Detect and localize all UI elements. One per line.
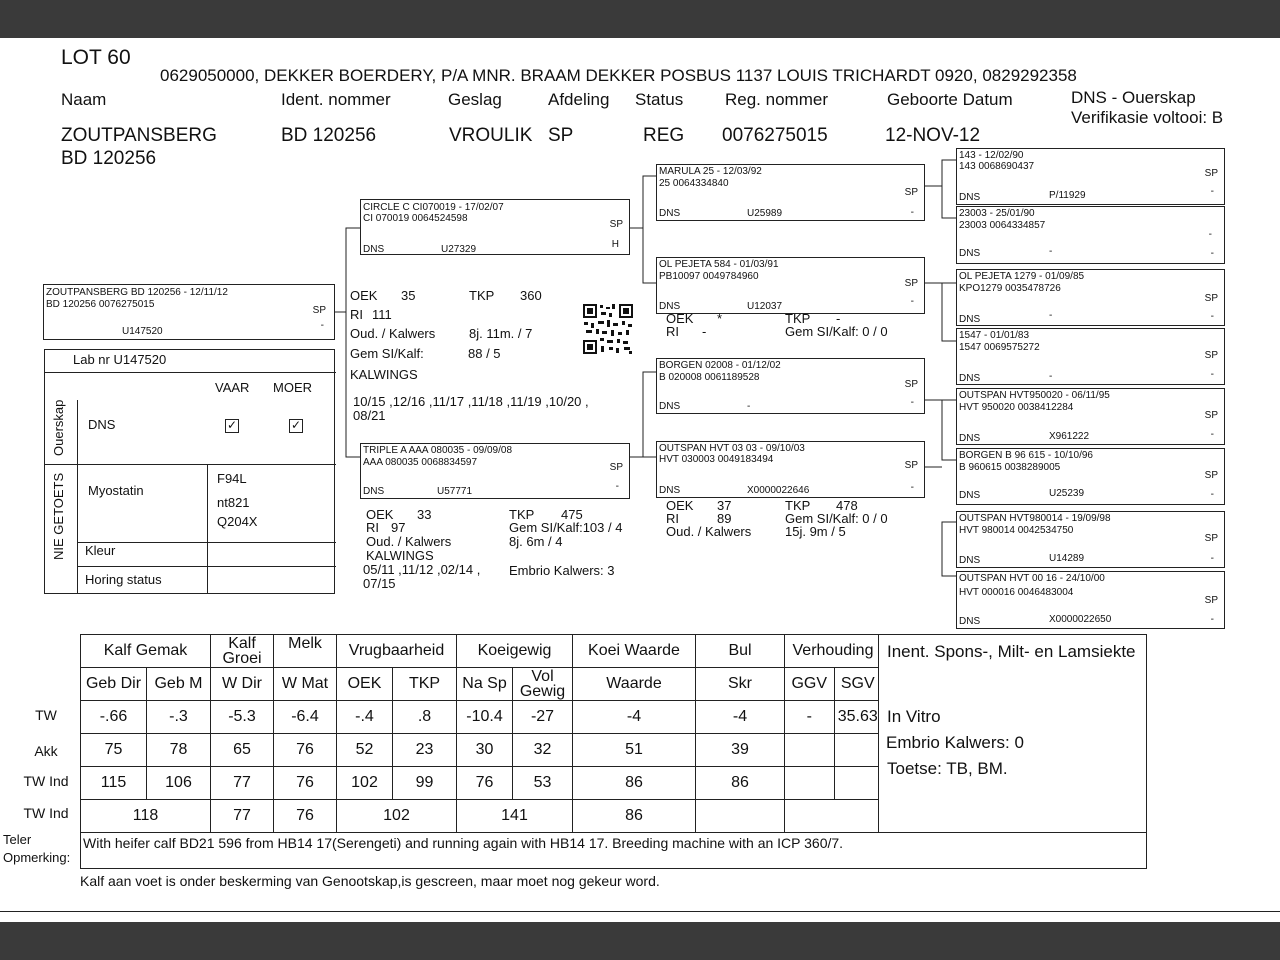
akk-cell: 75 — [81, 734, 147, 767]
dam-dns: DNS — [363, 486, 385, 497]
gp3-dns: DNS — [659, 401, 681, 412]
d-tkp-value: 475 — [561, 507, 583, 522]
value-dob: 12-NOV-12 — [885, 125, 981, 146]
twind2-cell: 118 — [81, 800, 211, 833]
gp3-code: - — [747, 401, 751, 412]
c-oek-label: OEK — [350, 288, 378, 303]
gp4-line1: OUTSPAN HVT 03 03 - 09/10/03 — [659, 443, 805, 454]
twind-cell: 86 — [696, 767, 785, 800]
tw-cell: -.4 — [337, 701, 393, 734]
twind-cell: 115 — [81, 767, 147, 800]
pg-gem: Gem SI/Kalf: 0 / 0 — [785, 324, 888, 339]
sub-w-dir: W Dir — [211, 668, 274, 701]
ggp6-dns: DNS — [959, 490, 981, 501]
gp4-code: X0000022646 — [747, 485, 810, 496]
d-oud-label: Oud. / Kalwers — [366, 534, 452, 549]
ggp6-code: U25239 — [1049, 488, 1085, 499]
col-geslag: Geslag — [448, 90, 502, 109]
twind-cell: 76 — [457, 767, 513, 800]
myo-value-1: F94L — [217, 471, 247, 486]
ggp1-dns: DNS — [959, 192, 981, 203]
sire-line1: CIRCLE C CI070019 - 17/02/07 — [363, 202, 504, 213]
ggp2-dash: - — [1210, 248, 1214, 259]
tw-cell: -10.4 — [457, 701, 513, 734]
d-kalwings-1: 05/11 ,11/12 ,02/14 , — [363, 562, 481, 577]
gp3-sp: SP — [904, 379, 918, 390]
ggp2-line1: 23003 - 25/01/90 — [959, 208, 1035, 219]
sub-oek: OEK — [337, 668, 393, 701]
gp4-sp: SP — [904, 460, 918, 471]
col-naam: Naam — [61, 90, 107, 109]
c-kalwings-2: 08/21 — [353, 408, 386, 423]
ggp1-line1: 143 - 12/02/90 — [959, 150, 1024, 161]
ggp1-sp: SP — [1204, 168, 1218, 179]
value-reg: 0076275015 — [722, 125, 828, 146]
ggp5-dns: DNS — [959, 433, 981, 444]
akk-cell: 30 — [457, 734, 513, 767]
akk-cell: 39 — [696, 734, 785, 767]
akk-cell: 65 — [211, 734, 274, 767]
twind-cell: 77 — [211, 767, 274, 800]
tw-cell: -.66 — [81, 701, 147, 734]
twind2-cell — [785, 800, 882, 833]
link-gp2-ggp-bracket — [942, 283, 956, 341]
gp2-dash: - — [910, 296, 914, 307]
gp2-line1: OL PEJETA 584 - 01/03/91 — [659, 259, 779, 270]
ggp6-line2: B 960615 0038289005 — [959, 462, 1061, 473]
breeding-values-table — [80, 634, 882, 833]
ggp7-code: U14289 — [1049, 553, 1085, 564]
dns-verify: Verifikasie voltooi: B — [1071, 108, 1224, 127]
ggp5-code: X961222 — [1049, 431, 1090, 442]
ggp7-line2: HVT 980014 0042534750 — [959, 525, 1074, 536]
c-kalwings-1: 10/15 ,12/16 ,11/17 ,11/18 ,11/19 ,10/20 , — [353, 394, 589, 409]
value-sex: VROULIK — [449, 125, 533, 146]
akk-cell: 23 — [393, 734, 457, 767]
ggp4-code: - — [1049, 371, 1053, 382]
right-panel — [878, 634, 1147, 834]
gp3-line1: BORGEN 02008 - 01/12/02 — [659, 360, 781, 371]
ggp8-line1: OUTSPAN HVT 00 16 - 24/10/00 — [959, 573, 1105, 584]
mg-oud-label: Oud. / Kalwers — [666, 524, 752, 539]
sub-geb-m: Geb M — [147, 668, 211, 701]
lab-vaar: VAAR — [215, 380, 250, 395]
d-oud-value: 8j. 6m / 4 — [509, 534, 563, 549]
lab-moer: MOER — [273, 380, 312, 395]
twind2-cell — [696, 800, 785, 833]
c-oud-value: 8j. 11m. / 7 — [469, 326, 533, 341]
ggp3-dns: DNS — [959, 314, 981, 325]
twind-cell — [834, 767, 882, 800]
twind2-cell: 77 — [211, 800, 274, 833]
sub-w-mat: W Mat — [274, 668, 337, 701]
mg-tkp-value: 478 — [836, 498, 858, 513]
ggp8-code: X0000022650 — [1049, 614, 1112, 625]
gp2-line2: PB10097 0049784960 — [659, 271, 759, 282]
link-sire-dam-bracket — [346, 228, 360, 457]
panel-invitro: In Vitro — [887, 707, 941, 726]
akk-cell: 52 — [337, 734, 393, 767]
value-name-2: BD 120256 — [61, 148, 157, 169]
sub-vol-gewig: Vol Gewig — [513, 668, 573, 701]
d-kalwings: KALWINGS — [366, 548, 434, 563]
link-gp1-ggp-bracket — [942, 160, 956, 218]
sire-code: U27329 — [441, 244, 477, 255]
tw-cell: - — [785, 701, 835, 734]
ggp3-line1: OL PEJETA 1279 - 01/09/85 — [959, 271, 1085, 282]
animal-line2: BD 120256 0076275015 — [46, 299, 155, 310]
dam-dash: - — [615, 481, 619, 492]
c-ri-value: 111 — [372, 307, 392, 322]
ggp5-line1: OUTSPAN HVT950020 - 06/11/95 — [959, 390, 1110, 401]
ggp6-sp: SP — [1204, 470, 1218, 481]
ggp3-sp: SP — [1204, 293, 1218, 304]
th-kalf-gemak: Kalf Gemak — [81, 635, 211, 668]
lab-horing: Horing status — [85, 572, 162, 587]
col-status: Status — [635, 90, 684, 109]
tw-cell: .8 — [393, 701, 457, 734]
link-gp3-ggp-bracket — [942, 400, 956, 460]
gp2-code: U12037 — [747, 301, 783, 312]
ggp2-line2: 23003 0064334857 — [959, 220, 1046, 231]
gp3-dash: - — [910, 397, 914, 408]
animal-dash: - — [320, 320, 324, 331]
gp2-dns: DNS — [659, 301, 681, 312]
c-tkp-label: TKP — [469, 288, 495, 303]
row-akk — [81, 734, 882, 767]
row-tw-ind-2 — [81, 800, 882, 833]
d-ri-value: 97 — [391, 520, 406, 535]
ggp5-dash: - — [1210, 429, 1214, 440]
ggp4-sp: SP — [1204, 350, 1218, 361]
d-oek-value: 33 — [417, 507, 432, 522]
remarks-label-1: Teler — [3, 832, 32, 847]
ggp4-dns: DNS — [959, 373, 981, 384]
mg-oud-value: 15j. 9m / 5 — [785, 524, 846, 539]
c-kalwings: KALWINGS — [350, 367, 418, 382]
label-ouerskap: Ouerskap — [51, 399, 66, 456]
ggp7-dash: - — [1210, 553, 1214, 564]
tw-cell: -5.3 — [211, 701, 274, 734]
mg-ri-value: 89 — [717, 511, 732, 526]
tw-cell: -27 — [513, 701, 573, 734]
sub-ggv: GGV — [785, 668, 835, 701]
gp3-line2: B 020008 0061189528 — [659, 372, 760, 383]
akk-cell: 76 — [274, 734, 337, 767]
ggp2-code: - — [1049, 246, 1053, 257]
c-oek-value: 35 — [401, 288, 416, 303]
myo-value-3: Q204X — [217, 514, 258, 529]
ggp3-dash: - — [1210, 311, 1214, 322]
gp4-dns: DNS — [659, 485, 681, 496]
akk-cell: 32 — [513, 734, 573, 767]
col-dob: Geboorte Datum — [887, 90, 1013, 109]
dam-line2: AAA 080035 0068834597 — [363, 457, 477, 468]
dam-line1: TRIPLE A AAA 080035 - 09/09/08 — [363, 445, 512, 456]
pg-ri-label: RI — [666, 324, 679, 339]
sire-h: H — [611, 239, 619, 250]
c-gem-value: 88 / 5 — [468, 346, 501, 361]
col-ident: Ident. nommer — [281, 90, 391, 109]
gp1-line1: MARULA 25 - 12/03/92 — [659, 166, 762, 177]
d-embrio: Embrio Kalwers: 3 — [509, 563, 615, 578]
value-status: REG — [643, 125, 685, 146]
akk-cell — [785, 734, 835, 767]
c-gem-label: Gem SI/Kalf: — [350, 346, 424, 361]
ggp4-line1: 1547 - 01/01/83 — [959, 330, 1030, 341]
d-ri-label: RI — [366, 520, 379, 535]
animal-line1: ZOUTPANSBERG BD 120256 - 12/11/12 — [46, 287, 228, 298]
ggp5-line2: HVT 950020 0038412284 — [959, 402, 1074, 413]
panel-embrio: Embrio Kalwers: 0 — [886, 733, 1024, 752]
th-kalf-groei: Kalf Groei — [211, 635, 274, 668]
sub-waarde: Waarde — [573, 668, 696, 701]
label-nie-getoets: NIE GETOETS — [51, 472, 66, 560]
gp1-sp: SP — [904, 187, 918, 198]
pg-ri-value: - — [702, 324, 707, 339]
row-label-tw: TW — [35, 707, 57, 723]
value-dept: SP — [548, 125, 574, 146]
remarks-label-2: Opmerking: — [3, 850, 71, 865]
remarks-footer: Kalf aan voet is onder beskerming van Genootskap,is gescreen, maar moet nog gekeur word. — [80, 873, 660, 889]
dam-sp: SP — [609, 462, 623, 473]
row-label-tw-ind-2: TW Ind — [23, 805, 69, 821]
akk-cell — [834, 734, 882, 767]
lab-nr: Lab nr U147520 — [73, 352, 167, 367]
twind-cell: 99 — [393, 767, 457, 800]
c-tkp-value: 360 — [520, 288, 542, 303]
link-sire-gp-bracket — [643, 176, 656, 283]
lot-number: LOT 60 — [61, 46, 131, 69]
d-oek-label: OEK — [366, 507, 394, 522]
c-oud-label: Oud. / Kalwers — [350, 326, 436, 341]
animal-sp: SP — [312, 305, 326, 316]
pg-tkp-label: TKP — [785, 311, 811, 326]
remarks-text: With heifer calf BD21 596 from HB14 17(Serengeti) and running again with HB14 17. Breeding machine with an ICP 360/7. — [83, 835, 844, 851]
tw-cell: -4 — [573, 701, 696, 734]
d-tkp-label: TKP — [509, 507, 535, 522]
animal-code: U147520 — [122, 326, 163, 337]
gp4-line2: HVT 030003 0049183494 — [659, 454, 774, 465]
dns-title: DNS - Ouerskap — [1071, 88, 1196, 107]
sub-geb-dir: Geb Dir — [81, 668, 147, 701]
mg-tkp-label: TKP — [785, 498, 811, 513]
ggp2-sp: - — [1208, 229, 1212, 240]
pg-oek-label: OEK — [666, 311, 694, 326]
ggp1-code: P/11929 — [1049, 190, 1086, 201]
gp1-dash: - — [910, 207, 914, 218]
vaar-checkbox: ✓ — [226, 418, 238, 432]
tw-cell: -6.4 — [274, 701, 337, 734]
twind-cell: 86 — [573, 767, 696, 800]
pg-oek-value: * — [717, 311, 723, 326]
dam-code: U57771 — [437, 486, 473, 497]
th-koei-waarde: Koei Waarde — [573, 635, 696, 668]
mg-oek-value: 37 — [717, 498, 732, 513]
link-gp4-ggp-bracket — [942, 522, 956, 576]
gp1-dns: DNS — [659, 208, 681, 219]
tw-cell: -4 — [696, 701, 785, 734]
twind-cell — [785, 767, 835, 800]
tw-cell: -.3 — [147, 701, 211, 734]
th-melk: Melk — [274, 635, 337, 668]
col-reg: Reg. nommer — [725, 90, 828, 109]
c-ri-label: RI — [350, 307, 363, 322]
twind-cell: 106 — [147, 767, 211, 800]
sub-skr: Skr — [696, 668, 785, 701]
gp2-sp: SP — [904, 278, 918, 289]
twind2-cell: 86 — [573, 800, 696, 833]
ggp3-line2: KPO1279 0035478726 — [959, 283, 1061, 294]
value-name: ZOUTPANSBERG — [61, 125, 217, 146]
moer-checkbox: ✓ — [290, 418, 302, 432]
col-afdeling: Afdeling — [548, 90, 610, 109]
ggp1-dash: - — [1210, 186, 1214, 197]
ggp7-line1: OUTSPAN HVT980014 - 19/09/98 — [959, 513, 1111, 524]
ggp8-sp: SP — [1204, 595, 1218, 606]
myo-value-2: nt821 — [217, 495, 250, 510]
ggp7-sp: SP — [1204, 533, 1218, 544]
ggp6-dash: - — [1210, 489, 1214, 500]
akk-cell: 51 — [573, 734, 696, 767]
remarks-box — [80, 832, 1147, 869]
ggp5-sp: SP — [1204, 410, 1218, 421]
akk-cell: 78 — [147, 734, 211, 767]
ggp3-code: - — [1049, 310, 1053, 321]
gp4-dash: - — [910, 482, 914, 493]
sire-sp: SP — [609, 219, 623, 230]
twind-cell: 102 — [337, 767, 393, 800]
ggp6-line1: BORGEN B 96 615 - 10/10/96 — [959, 450, 1093, 461]
d-kalwings-2: 07/15 — [363, 576, 396, 591]
sub-tkp: TKP — [393, 668, 457, 701]
sire-line2: CI 070019 0064524598 — [363, 213, 468, 224]
ggp8-dash: - — [1210, 614, 1214, 625]
gp1-code: U25989 — [747, 208, 783, 219]
sire-dns: DNS — [363, 244, 385, 255]
row-tw-ind — [81, 767, 882, 800]
ggp2-dns: DNS — [959, 248, 981, 259]
panel-title: Inent. Spons-, Milt- en Lamsiekte — [887, 642, 1136, 661]
pg-tkp-value: - — [836, 311, 841, 326]
owner-info: 0629050000, DEKKER BOERDERY, P/A MNR. BRAAM DEKKER POSBUS 1137 LOUIS TRICHARDT 0920, 0829292358 — [160, 66, 1077, 85]
link-dam-gp-bracket — [643, 372, 656, 457]
th-verhouding: Verhouding — [785, 635, 882, 668]
ggp7-dns: DNS — [959, 555, 981, 566]
mg-gem: Gem SI/Kalf: 0 / 0 — [785, 511, 888, 526]
twind2-cell: 76 — [274, 800, 337, 833]
tw-cell: 35.63 — [834, 701, 882, 734]
row-label-tw-ind: TW Ind — [23, 773, 69, 789]
lab-dns: DNS — [88, 417, 116, 432]
ggp8-line2: HVT 000016 0046483004 — [959, 587, 1074, 598]
gp1-line2: 25 0064334840 — [659, 178, 729, 189]
ggp4-dash: - — [1210, 369, 1214, 380]
row-tw — [81, 701, 882, 734]
twind2-cell: 141 — [457, 800, 573, 833]
value-ident: BD 120256 — [281, 125, 377, 146]
sub-sgv: SGV — [834, 668, 882, 701]
sub-na-sp: Na Sp — [457, 668, 513, 701]
mg-oek-label: OEK — [666, 498, 694, 513]
twind2-cell: 102 — [337, 800, 457, 833]
mg-ri-label: RI — [666, 511, 679, 526]
ggp4-line2: 1547 0069575272 — [959, 342, 1040, 353]
th-bul: Bul — [696, 635, 785, 668]
lab-myostatin: Myostatin — [88, 483, 144, 498]
panel-toetse: Toetse: TB, BM. — [887, 759, 1008, 778]
th-koeigewig: Koeigewig — [457, 635, 573, 668]
d-gem-value: Gem SI/Kalf:103 / 4 — [509, 520, 623, 535]
ggp1-line2: 143 0068690437 — [959, 161, 1035, 172]
th-vrugbaarheid: Vrugbaarheid — [337, 635, 457, 668]
ggp8-dns: DNS — [959, 616, 981, 627]
twind-cell: 76 — [274, 767, 337, 800]
twind-cell: 53 — [513, 767, 573, 800]
lab-kleur: Kleur — [85, 543, 116, 558]
row-label-akk: Akk — [34, 743, 58, 759]
